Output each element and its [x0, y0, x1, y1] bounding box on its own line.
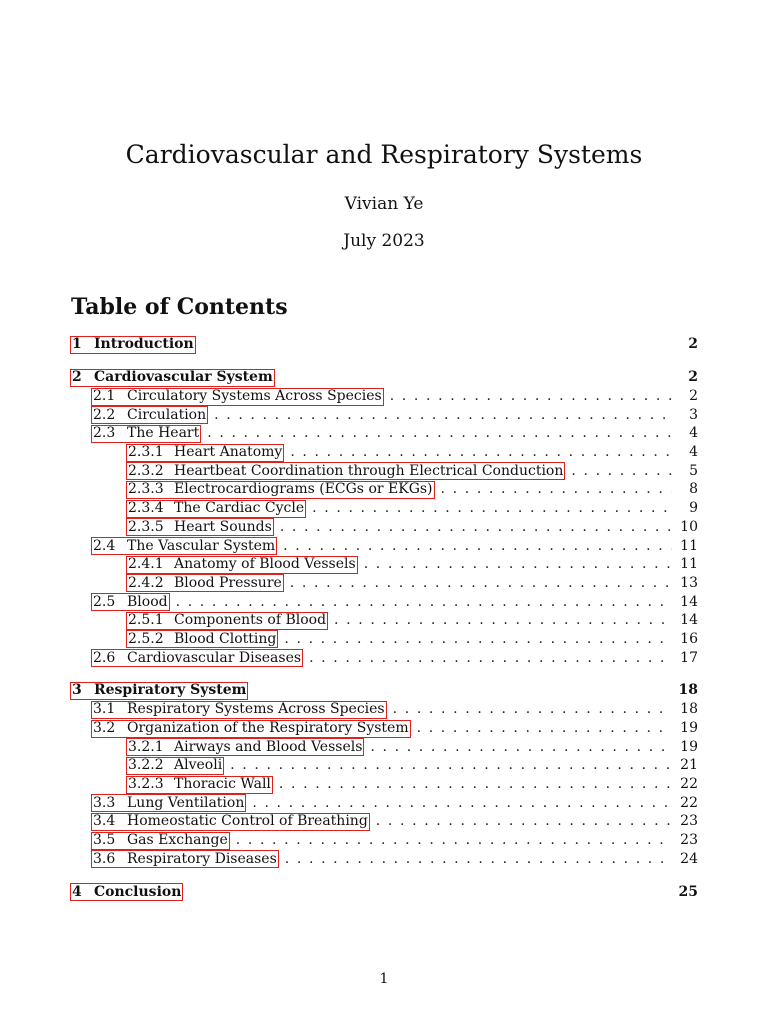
toc-leader-dots	[285, 850, 672, 869]
toc-link[interactable]	[91, 388, 384, 406]
toc-entry-number: 3.1	[93, 701, 116, 718]
toc-link[interactable]	[91, 406, 208, 424]
author-name: Vivian Ye	[344, 194, 424, 214]
toc-link[interactable]	[91, 720, 411, 738]
toc-leader-dots	[207, 424, 672, 443]
toc-entry-page: 18	[678, 682, 698, 699]
toc-leader-dots	[230, 756, 672, 775]
toc-link[interactable]	[126, 738, 364, 756]
toc-entry-number: 2.4.2	[128, 574, 164, 591]
toc-entry-label: Alveoli	[174, 757, 223, 774]
toc-entry	[70, 756, 698, 775]
toc-entry-label: Organization of the Respiratory System	[127, 720, 409, 736]
toc-heading: Table of Contents	[71, 294, 288, 320]
toc-entry-page: 21	[680, 757, 698, 774]
toc-entry-label: Circulatory Systems Across Species	[127, 388, 382, 404]
toc-entry-label: Airways and Blood Vessels	[174, 738, 363, 755]
toc-entry-number: 3.6	[93, 850, 116, 867]
toc-entry-number: 2.3.2	[128, 462, 164, 479]
toc-link[interactable]	[126, 757, 224, 775]
toc-entry-label: Gas Exchange	[127, 832, 228, 849]
toc-entry	[70, 738, 698, 757]
toc-entry-label: Blood Pressure	[174, 574, 282, 591]
toc-leader-dots	[284, 630, 672, 649]
toc-link[interactable]	[126, 500, 306, 518]
toc-entry-page: 10	[680, 518, 698, 535]
toc-entry-page: 23	[680, 813, 698, 830]
toc-entry	[70, 499, 698, 518]
toc-entry	[70, 367, 698, 387]
toc-entry-page: 18	[680, 701, 698, 718]
toc-entry-label: Anatomy of Blood Vessels	[174, 556, 356, 573]
table-of-contents	[70, 334, 698, 902]
toc-entry	[70, 480, 698, 499]
toc-entry-page: 25	[678, 883, 698, 900]
toc-entry	[70, 700, 698, 719]
toc-entry-number: 2.1	[93, 388, 116, 404]
toc-entry-page: 14	[680, 593, 698, 610]
toc-entry-label: Electrocardiograms (ECGs or EKGs)	[174, 481, 433, 498]
toc-link[interactable]	[70, 369, 275, 387]
toc-entry	[70, 334, 698, 354]
toc-link[interactable]	[70, 336, 196, 354]
toc-entry-label: Circulation	[127, 406, 207, 423]
toc-entry-page: 14	[680, 612, 698, 629]
toc-entry-page: 19	[680, 720, 698, 736]
toc-leader-dots	[283, 537, 672, 556]
toc-link[interactable]	[126, 444, 284, 462]
toc-leader-dots	[280, 518, 672, 537]
toc-entry-number: 2.4.1	[128, 556, 164, 573]
toc-entry-page: 19	[680, 738, 698, 755]
toc-entry	[70, 850, 698, 869]
toc-entry-label: The Cardiac Cycle	[174, 500, 305, 517]
toc-leader-dots	[236, 831, 672, 850]
toc-entry	[70, 794, 698, 813]
toc-entry-number: 2.5	[93, 593, 116, 610]
toc-entry	[70, 649, 698, 668]
toc-link[interactable]	[91, 832, 230, 850]
toc-entry	[70, 812, 698, 831]
toc-entry	[70, 775, 698, 794]
toc-link[interactable]	[91, 701, 387, 719]
toc-leader-dots	[370, 738, 672, 757]
toc-entry-label: Respiratory Systems Across Species	[127, 701, 385, 718]
toc-link[interactable]	[91, 593, 170, 611]
toc-entry	[70, 882, 698, 902]
toc-entry-page: 23	[680, 832, 698, 849]
toc-leader-dots	[364, 555, 672, 574]
toc-leader-dots	[393, 700, 672, 719]
toc-leader-dots	[571, 462, 672, 481]
toc-entry-page: 3	[689, 406, 698, 423]
toc-entry-page: 2	[688, 336, 698, 352]
toc-entry-label: Cardiovascular System	[94, 369, 273, 385]
toc-link[interactable]	[126, 776, 273, 794]
toc-link[interactable]	[126, 518, 274, 536]
toc-entry-label: Thoracic Wall	[174, 776, 271, 793]
toc-entry-label: Respiratory System	[94, 682, 247, 699]
toc-entry-number: 3.2.1	[128, 738, 164, 755]
toc-entry-number: 2.3.5	[128, 518, 164, 535]
toc-entry-number: 4	[72, 883, 82, 900]
toc-leader-dots	[176, 593, 672, 612]
toc-entry-number: 3.4	[93, 813, 116, 830]
toc-entry-label: Blood	[127, 593, 168, 610]
toc-link[interactable]	[70, 682, 248, 700]
toc-entry-label: Respiratory Diseases	[127, 850, 277, 867]
toc-entry-page: 2	[689, 388, 698, 404]
toc-entry-page: 11	[680, 537, 698, 554]
toc-leader-dots	[417, 719, 672, 738]
toc-link[interactable]	[91, 537, 277, 555]
toc-entry-page: 24	[680, 850, 698, 867]
toc-leader-dots	[312, 499, 672, 518]
toc-entry-number: 1	[72, 336, 82, 352]
toc-entry	[70, 462, 698, 481]
toc-entry-label: Heartbeat Coordination through Electrical Conduction	[174, 462, 564, 479]
toc-leader-dots	[290, 443, 672, 462]
toc-entry	[70, 630, 698, 649]
toc-link[interactable]	[126, 462, 565, 480]
toc-link[interactable]	[91, 649, 303, 667]
toc-entry-number: 3.2	[93, 720, 116, 736]
toc-entry	[70, 555, 698, 574]
toc-entry-page: 4	[689, 444, 698, 461]
document-title: Cardiovascular and Respiratory Systems	[125, 140, 643, 169]
toc-link[interactable]	[126, 556, 358, 574]
toc-entry-label: The Vascular System	[127, 537, 276, 554]
toc-entry-number: 3.3	[93, 794, 116, 811]
toc-entry-page: 17	[680, 649, 698, 666]
toc-entry-label: Conclusion	[94, 883, 182, 900]
toc-entry-page: 22	[680, 794, 698, 811]
toc-entry-number: 2.5.2	[128, 630, 164, 647]
toc-entry-page: 22	[680, 776, 698, 793]
toc-entry-page: 4	[689, 425, 698, 442]
toc-entry-page: 2	[688, 369, 698, 385]
toc-entry-number: 2.4	[93, 537, 116, 554]
toc-entry-number: 3.2.2	[128, 757, 164, 774]
toc-link[interactable]	[126, 630, 278, 648]
toc-entry-number: 2	[72, 369, 82, 385]
toc-entry-label: Cardiovascular Diseases	[127, 649, 302, 666]
toc-link[interactable]	[70, 883, 183, 901]
toc-link[interactable]	[91, 813, 370, 831]
toc-entry-number: 2.3.1	[128, 444, 164, 461]
toc-entry	[70, 831, 698, 850]
toc-entry-page: 13	[680, 574, 698, 591]
toc-entry-number: 3.2.3	[128, 776, 164, 793]
document-date: July 2023	[343, 231, 425, 251]
toc-leader-dots	[252, 794, 672, 813]
toc-link[interactable]	[126, 574, 284, 592]
toc-entry	[70, 680, 698, 700]
toc-entry-number: 2.6	[93, 649, 116, 666]
toc-leader-dots	[290, 574, 672, 593]
toc-entry-number: 2.2	[93, 406, 116, 423]
toc-entry-label: Blood Clotting	[174, 630, 277, 647]
toc-entry-label: Lung Ventilation	[127, 794, 245, 811]
toc-leader-dots	[214, 406, 672, 425]
toc-entry-label: Heart Anatomy	[174, 444, 283, 461]
toc-entry	[70, 719, 698, 738]
toc-entry-label: Heart Sounds	[174, 518, 272, 535]
toc-entry-page: 8	[689, 481, 698, 498]
toc-entry-page: 16	[680, 630, 698, 647]
page-number: 1	[379, 971, 389, 987]
toc-entry	[70, 518, 698, 537]
toc-leader-dots	[334, 611, 672, 630]
toc-link[interactable]	[91, 425, 201, 443]
toc-entry-number: 2.3.4	[128, 500, 164, 517]
toc-link[interactable]	[126, 481, 435, 499]
toc-entry-number: 3.5	[93, 832, 116, 849]
toc-entry	[70, 387, 698, 406]
toc-link[interactable]	[91, 794, 246, 812]
toc-entry	[70, 537, 698, 556]
toc-entry-page: 11	[680, 556, 698, 573]
toc-entry	[70, 574, 698, 593]
toc-entry-label: Components of Blood	[174, 612, 327, 629]
toc-leader-dots	[279, 775, 672, 794]
toc-link[interactable]	[91, 850, 279, 868]
toc-entry	[70, 593, 698, 612]
toc-entry-number: 2.3	[93, 425, 116, 442]
toc-entry-label: Homeostatic Control of Breathing	[127, 813, 368, 830]
toc-entry-label: The Heart	[127, 425, 200, 442]
toc-entry-number: 2.3.3	[128, 481, 164, 498]
toc-entry-number: 3	[72, 682, 82, 699]
toc-leader-dots	[376, 812, 672, 831]
toc-link[interactable]	[126, 612, 328, 630]
toc-leader-dots	[441, 480, 672, 499]
toc-entry-label: Introduction	[94, 336, 194, 352]
toc-entry-number: 2.5.1	[128, 612, 164, 629]
toc-entry	[70, 424, 698, 443]
toc-leader-dots	[390, 387, 672, 406]
toc-entry	[70, 406, 698, 425]
toc-leader-dots	[309, 649, 672, 668]
toc-entry	[70, 443, 698, 462]
toc-entry	[70, 611, 698, 630]
toc-entry-page: 5	[689, 462, 698, 479]
toc-entry-page: 9	[689, 500, 698, 517]
